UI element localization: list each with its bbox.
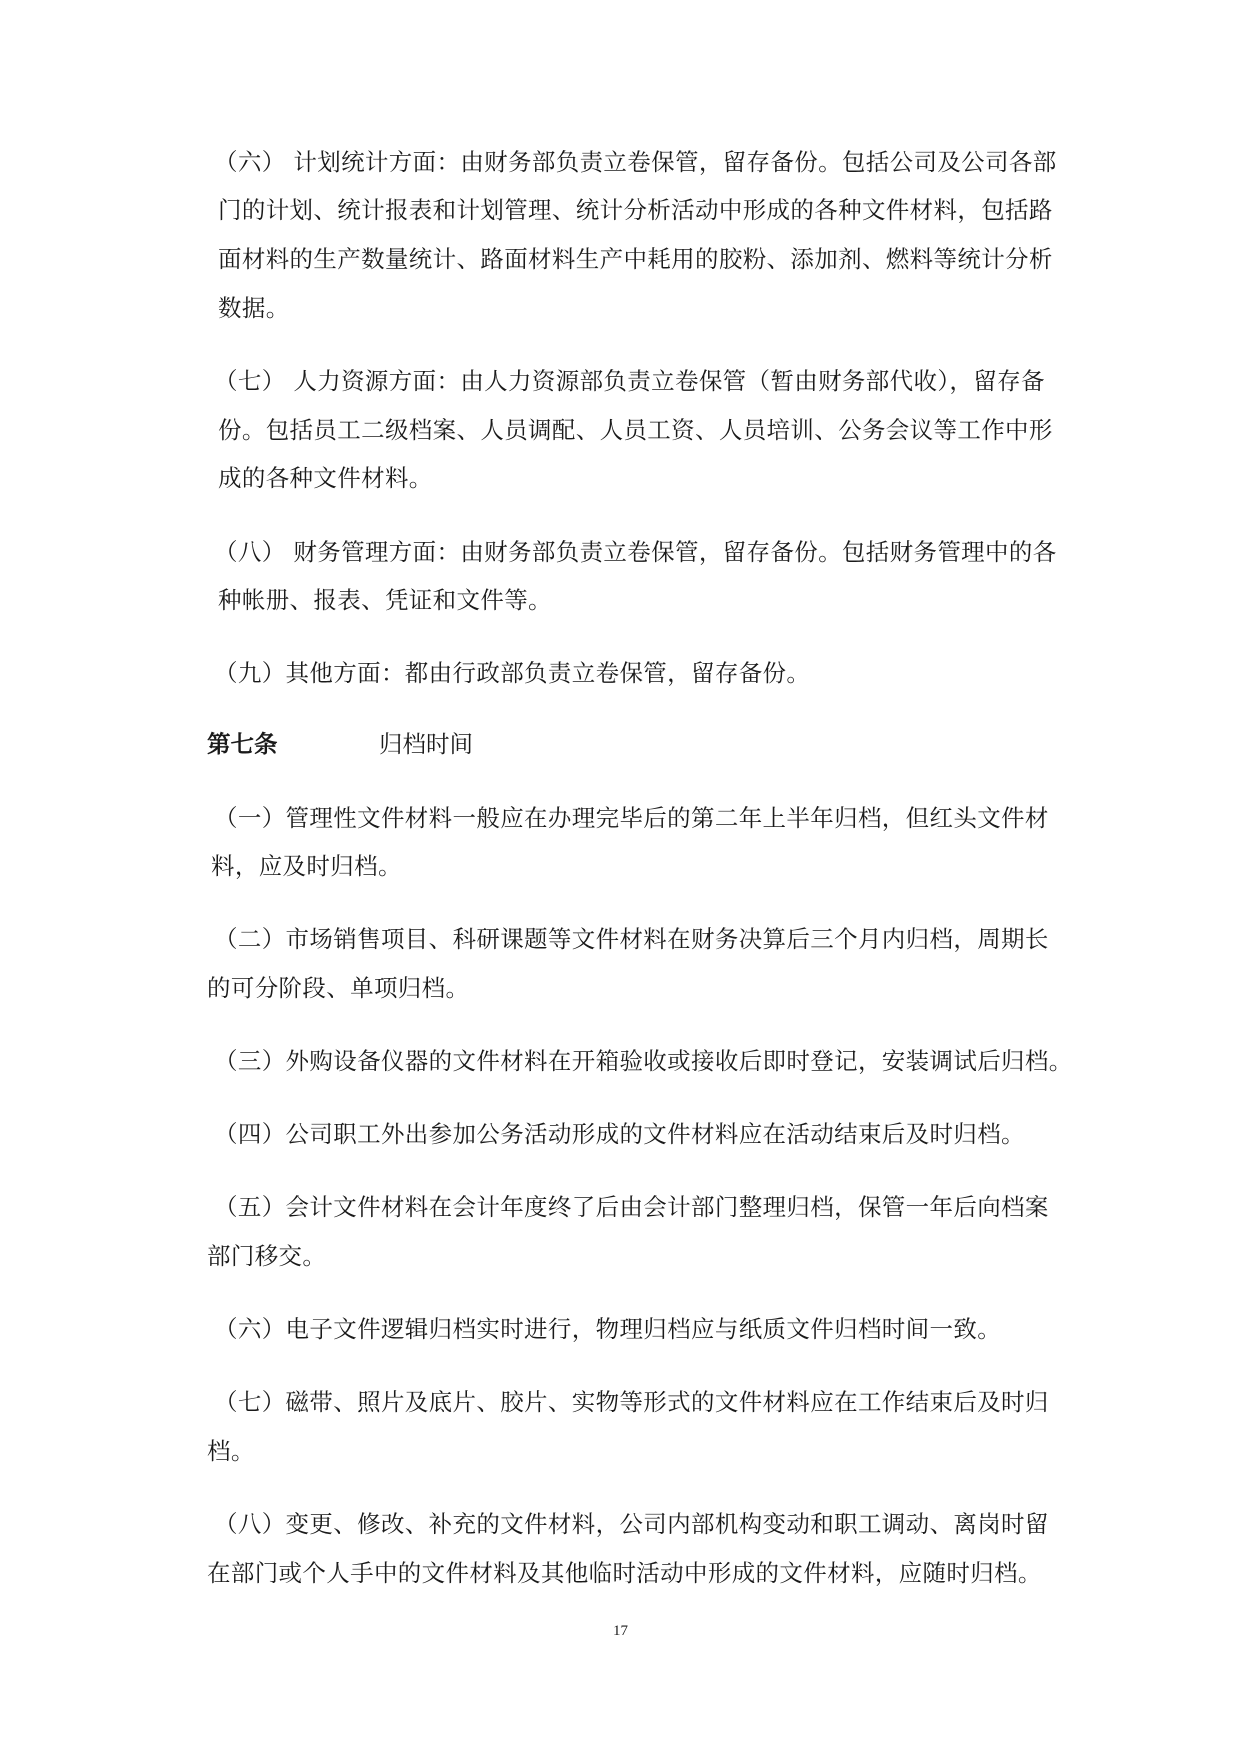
paragraph-line: 部门移交。 bbox=[207, 1242, 327, 1270]
paragraph-line: （八）变更、修改、补充的文件材料，公司内部机构变动和职工调动、离岗时留 bbox=[214, 1510, 1049, 1538]
paragraph-line: 成的各种文件材料。 bbox=[218, 464, 433, 492]
paragraph-line: （九）其他方面：都由行政部负责立卷保管，留存备份。 bbox=[214, 659, 811, 687]
paragraph-line: 的可分阶段、单项归档。 bbox=[207, 974, 470, 1002]
paragraph-line: 面材料的生产数量统计、路面材料生产中耗用的胶粉、添加剂、燃料等统计分析 bbox=[218, 245, 1053, 273]
article-heading bbox=[207, 729, 473, 759]
article-title: 归档时间 bbox=[379, 730, 473, 758]
paragraph-line: （六） 计划统计方面：由财务部负责立卷保管，留存备份。包括公司及公司各部 bbox=[214, 148, 1057, 176]
paragraph-line: （五）会计文件材料在会计年度终了后由会计部门整理归档，保管一年后向档案 bbox=[214, 1193, 1049, 1221]
paragraph-line: 门的计划、统计报表和计划管理、统计分析活动中形成的各种文件材料，包括路 bbox=[218, 196, 1053, 224]
paragraph-line: 在部门或个人手中的文件材料及其他临时活动中形成的文件材料，应随时归档。 bbox=[207, 1559, 1042, 1587]
paragraph-line: （三）外购设备仪器的文件材料在开箱验收或接收后即时登记，安装调试后归档。 bbox=[214, 1047, 1073, 1075]
paragraph-line: （七）磁带、照片及底片、胶片、实物等形式的文件材料应在工作结束后及时归 bbox=[214, 1388, 1049, 1416]
paragraph-line: 份。包括员工二级档案、人员调配、人员工资、人员培训、公务会议等工作中形 bbox=[218, 416, 1053, 444]
paragraph-line: 料，应及时归档。 bbox=[211, 852, 402, 880]
paragraph-line: （二）市场销售项目、科研课题等文件材料在财务决算后三个月内归档，周期长 bbox=[214, 925, 1049, 953]
paragraph-line: 数据。 bbox=[218, 294, 290, 322]
paragraph-line: （六）电子文件逻辑归档实时进行，物理归档应与纸质文件归档时间一致。 bbox=[214, 1315, 1002, 1343]
article-number: 第七条 bbox=[207, 730, 278, 758]
page-number: 17 bbox=[613, 1623, 628, 1639]
paragraph-line: （四）公司职工外出参加公务活动形成的文件材料应在活动结束后及时归档。 bbox=[214, 1120, 1025, 1148]
paragraph-line: 种帐册、报表、凭证和文件等。 bbox=[218, 586, 552, 614]
paragraph-line: 档。 bbox=[207, 1437, 255, 1465]
paragraph-line: （八） 财务管理方面：由财务部负责立卷保管，留存备份。包括财务管理中的各 bbox=[214, 538, 1057, 566]
paragraph-line: （七） 人力资源方面：由人力资源部负责立卷保管（暂由财务部代收），留存备 bbox=[214, 367, 1045, 395]
paragraph-line: （一）管理性文件材料一般应在办理完毕后的第二年上半年归档，但红头文件材 bbox=[214, 804, 1049, 832]
